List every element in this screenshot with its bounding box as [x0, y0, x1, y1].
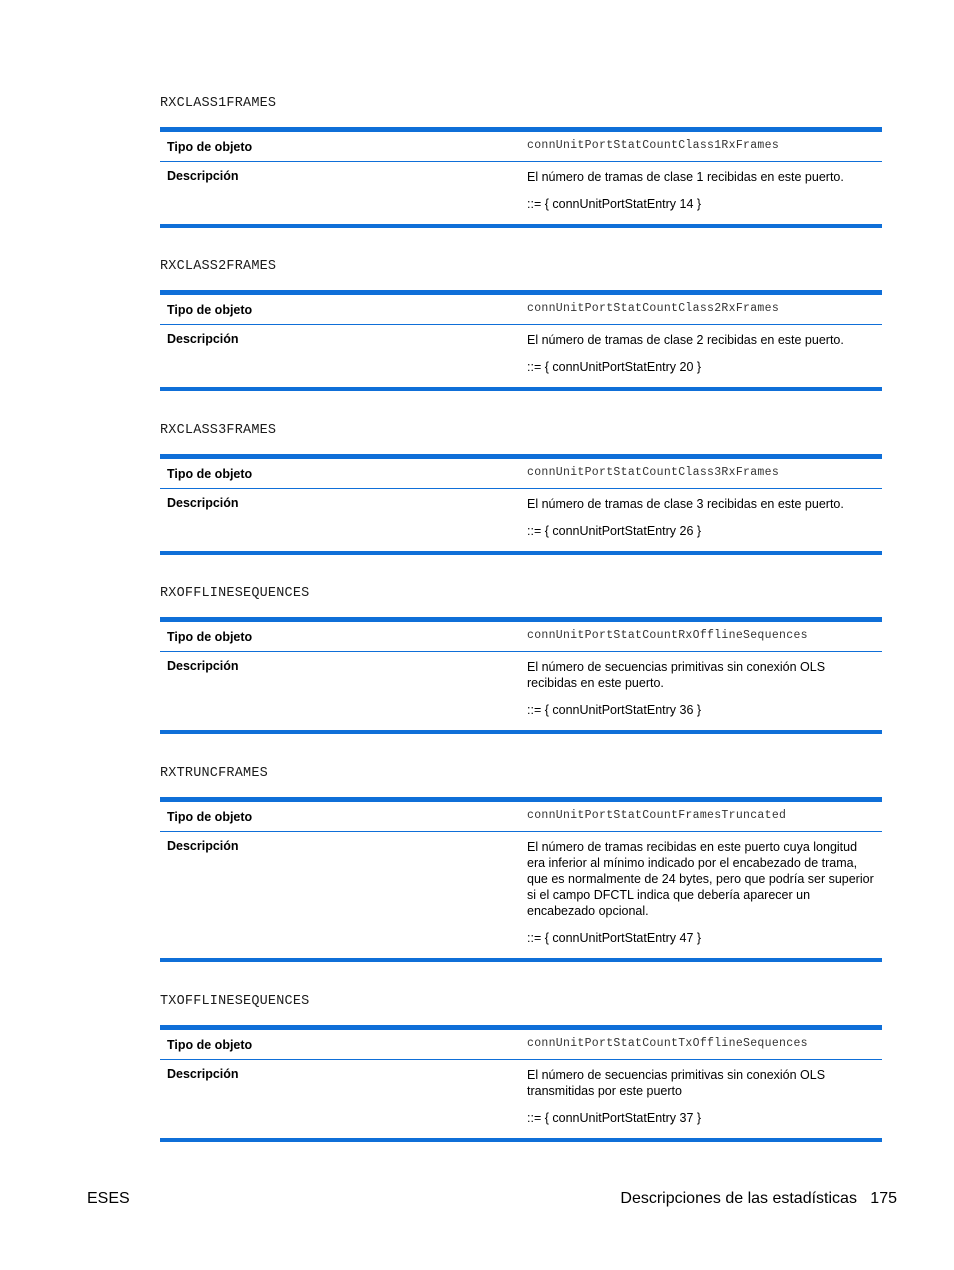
description-cell: [527, 1067, 875, 1126]
object-table: [160, 290, 882, 391]
description-text: El número de tramas de clase 3 recibidas en este puerto.: [527, 497, 844, 511]
table-row-description: [160, 489, 882, 551]
section-title: RXCLASS1FRAMES: [160, 96, 277, 111]
description-label: Descripción: [167, 1067, 239, 1081]
table-bottom-rule: [160, 387, 882, 391]
description-text: El número de secuencias primitivas sin conexión OLS transmitidas por este puerto: [527, 1068, 826, 1098]
description-label: Descripción: [167, 496, 239, 510]
table-row-type: [160, 132, 882, 162]
oid-reference: ::= { connUnitPortStatEntry 14 }: [527, 197, 702, 211]
description-cell: [527, 169, 875, 212]
description-label: Descripción: [167, 839, 239, 853]
object-table: [160, 127, 882, 228]
table-row-description: [160, 652, 882, 730]
table-row-description: [160, 1060, 882, 1138]
type-label: Tipo de objeto: [167, 810, 253, 824]
description-cell: [527, 332, 875, 375]
description-label: Descripción: [167, 169, 239, 183]
description-text: El número de secuencias primitivas sin conexión OLS recibidas en este puerto.: [527, 660, 826, 690]
section-title: RXCLASS3FRAMES: [160, 423, 277, 438]
description-cell: [527, 496, 875, 539]
table-row-type: [160, 1030, 882, 1060]
oid-reference: ::= { connUnitPortStatEntry 47 }: [527, 931, 702, 945]
description-text: El número de tramas de clase 2 recibidas en este puerto.: [527, 333, 844, 347]
object-type-value: connUnitPortStatCountFramesTruncated: [527, 809, 787, 822]
table-row-type: [160, 802, 882, 832]
table-row-type: [160, 622, 882, 652]
footer-chapter-title: Descripciones de las estadísticas: [620, 1190, 857, 1207]
section-title: RXTRUNCFRAMES: [160, 766, 268, 781]
object-table: [160, 1025, 882, 1142]
type-label: Tipo de objeto: [167, 303, 253, 317]
oid-reference: ::= { connUnitPortStatEntry 26 }: [527, 524, 702, 538]
type-label: Tipo de objeto: [167, 1038, 253, 1052]
table-bottom-rule: [160, 1138, 882, 1142]
object-type-value: connUnitPortStatCountTxOfflineSequences: [527, 1037, 808, 1050]
object-type-value: connUnitPortStatCountClass2RxFrames: [527, 302, 780, 315]
object-type-value: connUnitPortStatCountClass3RxFrames: [527, 466, 780, 479]
table-row-type: [160, 459, 882, 489]
oid-reference: ::= { connUnitPortStatEntry 20 }: [527, 360, 702, 374]
table-row-type: [160, 295, 882, 325]
object-table: [160, 617, 882, 734]
footer-locale: ESES: [87, 1190, 130, 1207]
table-bottom-rule: [160, 551, 882, 555]
object-table: [160, 454, 882, 555]
table-bottom-rule: [160, 224, 882, 228]
description-text: El número de tramas de clase 1 recibidas en este puerto.: [527, 170, 844, 184]
table-bottom-rule: [160, 730, 882, 734]
description-text: El número de tramas recibidas en este puerto cuya longitud era inferior al mínimo indicado por el encabezado de trama, que es normalmente de 24 bytes, pero que podría ser superior si el campo DFCTL indica que debería aparecer un encabezado opcional.: [527, 840, 874, 918]
description-cell: [527, 659, 875, 718]
oid-reference: ::= { connUnitPortStatEntry 37 }: [527, 1111, 702, 1125]
section-title: RXOFFLINESEQUENCES: [160, 586, 310, 601]
section-title: TXOFFLINESEQUENCES: [160, 994, 310, 1009]
table-row-description: [160, 162, 882, 224]
object-type-value: connUnitPortStatCountClass1RxFrames: [527, 139, 780, 152]
description-cell: [527, 839, 875, 946]
object-table: [160, 797, 882, 962]
oid-reference: ::= { connUnitPortStatEntry 36 }: [527, 703, 702, 717]
table-row-description: [160, 832, 882, 958]
description-label: Descripción: [167, 659, 239, 673]
object-type-value: connUnitPortStatCountRxOfflineSequences: [527, 629, 808, 642]
type-label: Tipo de objeto: [167, 630, 253, 644]
table-row-description: [160, 325, 882, 387]
section-title: RXCLASS2FRAMES: [160, 259, 277, 274]
type-label: Tipo de objeto: [167, 140, 253, 154]
type-label: Tipo de objeto: [167, 467, 253, 481]
table-bottom-rule: [160, 958, 882, 962]
description-label: Descripción: [167, 332, 239, 346]
footer-chapter: [620, 1190, 897, 1208]
page-number: 175: [870, 1190, 897, 1207]
